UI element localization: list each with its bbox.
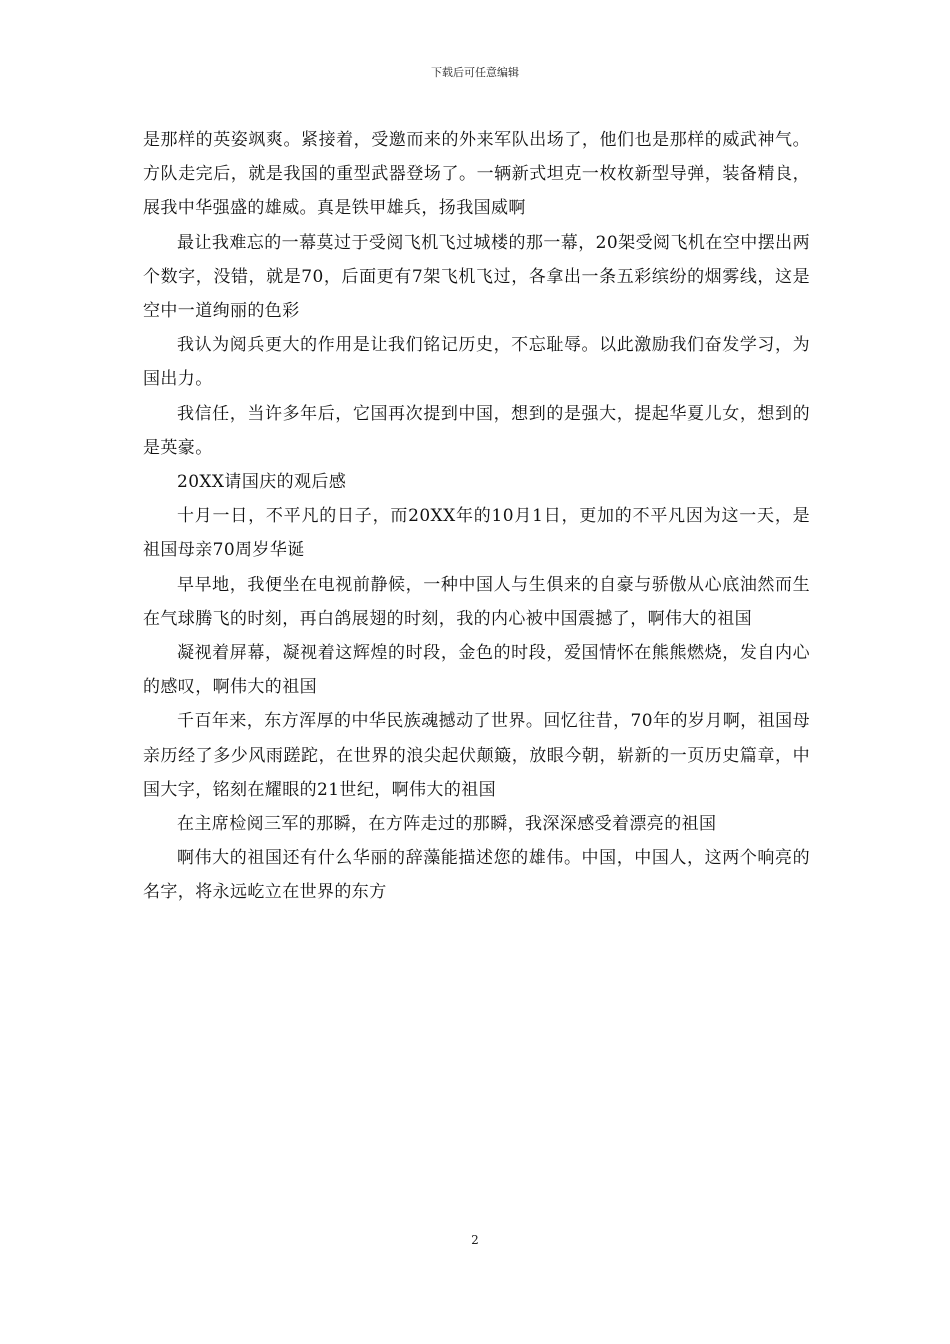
paragraph: 我信任，当许多年后，它国再次提到中国，想到的是强大，提起华夏儿女，想到的是英豪。 xyxy=(143,403,810,458)
paragraph: 啊伟大的祖国还有什么华丽的辞藻能描述您的雄伟。中国，中国人，这两个响亮的名字，将永远屹立在世界的东方 xyxy=(143,848,810,903)
paragraph: 最让我难忘的一幕莫过于受阅飞机飞过城楼的那一幕，20架受阅飞机在空中摆出两个数字，没错，就是70，后面更有7架飞机飞过，各拿出一条五彩缤纷的烟雾线，这是空中一道绚丽的色彩 xyxy=(143,232,810,322)
paragraph: 早早地，我便坐在电视前静候，一种中国人与生俱来的自豪与骄傲从心底油然而生在气球腾飞的时刻，再白鸽展翅的时刻，我的内心被中国震撼了，啊伟大的祖国 xyxy=(143,574,810,629)
paragraph: 十月一日，不平凡的日子，而20XX年的10月1日，更加的不平凡因为这一天，是祖国母亲70周岁华诞 xyxy=(143,506,810,561)
document-body xyxy=(143,123,810,910)
page-header: 下载后可任意编辑 xyxy=(431,66,519,79)
paragraph: 在主席检阅三军的那瞬，在方阵走过的那瞬，我深深感受着漂亮的祖国 xyxy=(177,814,717,835)
page-number: 2 xyxy=(471,1233,479,1247)
paragraph: 我认为阅兵更大的作用是让我们铭记历史，不忘耻辱。以此激励我们奋发学习，为国出力。 xyxy=(143,335,810,390)
paragraph: 千百年来，东方浑厚的中华民族魂撼动了世界。回忆往昔，70年的岁月啊，祖国母亲历经了多少风雨蹉跎，在世界的浪尖起伏颠簸，放眼今朝，崭新的一页历史篇章，中国大字，铭刻在耀眼的21世纪，啊伟大的祖国 xyxy=(143,711,810,800)
paragraph: 凝视着屏幕，凝视着这辉煌的时段，金色的时段，爱国情怀在熊熊燃烧，发自内心的感叹，啊伟大的祖国 xyxy=(143,643,810,698)
paragraph-continuation: 是那样的英姿飒爽。紧接着，受邀而来的外来军队出场了，他们也是那样的威武神气。方队走完后，就是我国的重型武器登场了。一辆新式坦克一枚枚新型导弹，装备精良，展我中华强盛的雄威。真是铁甲雄兵，扬我国威啊 xyxy=(143,130,810,219)
section-title: 20XX请国庆的观后感 xyxy=(177,472,347,493)
